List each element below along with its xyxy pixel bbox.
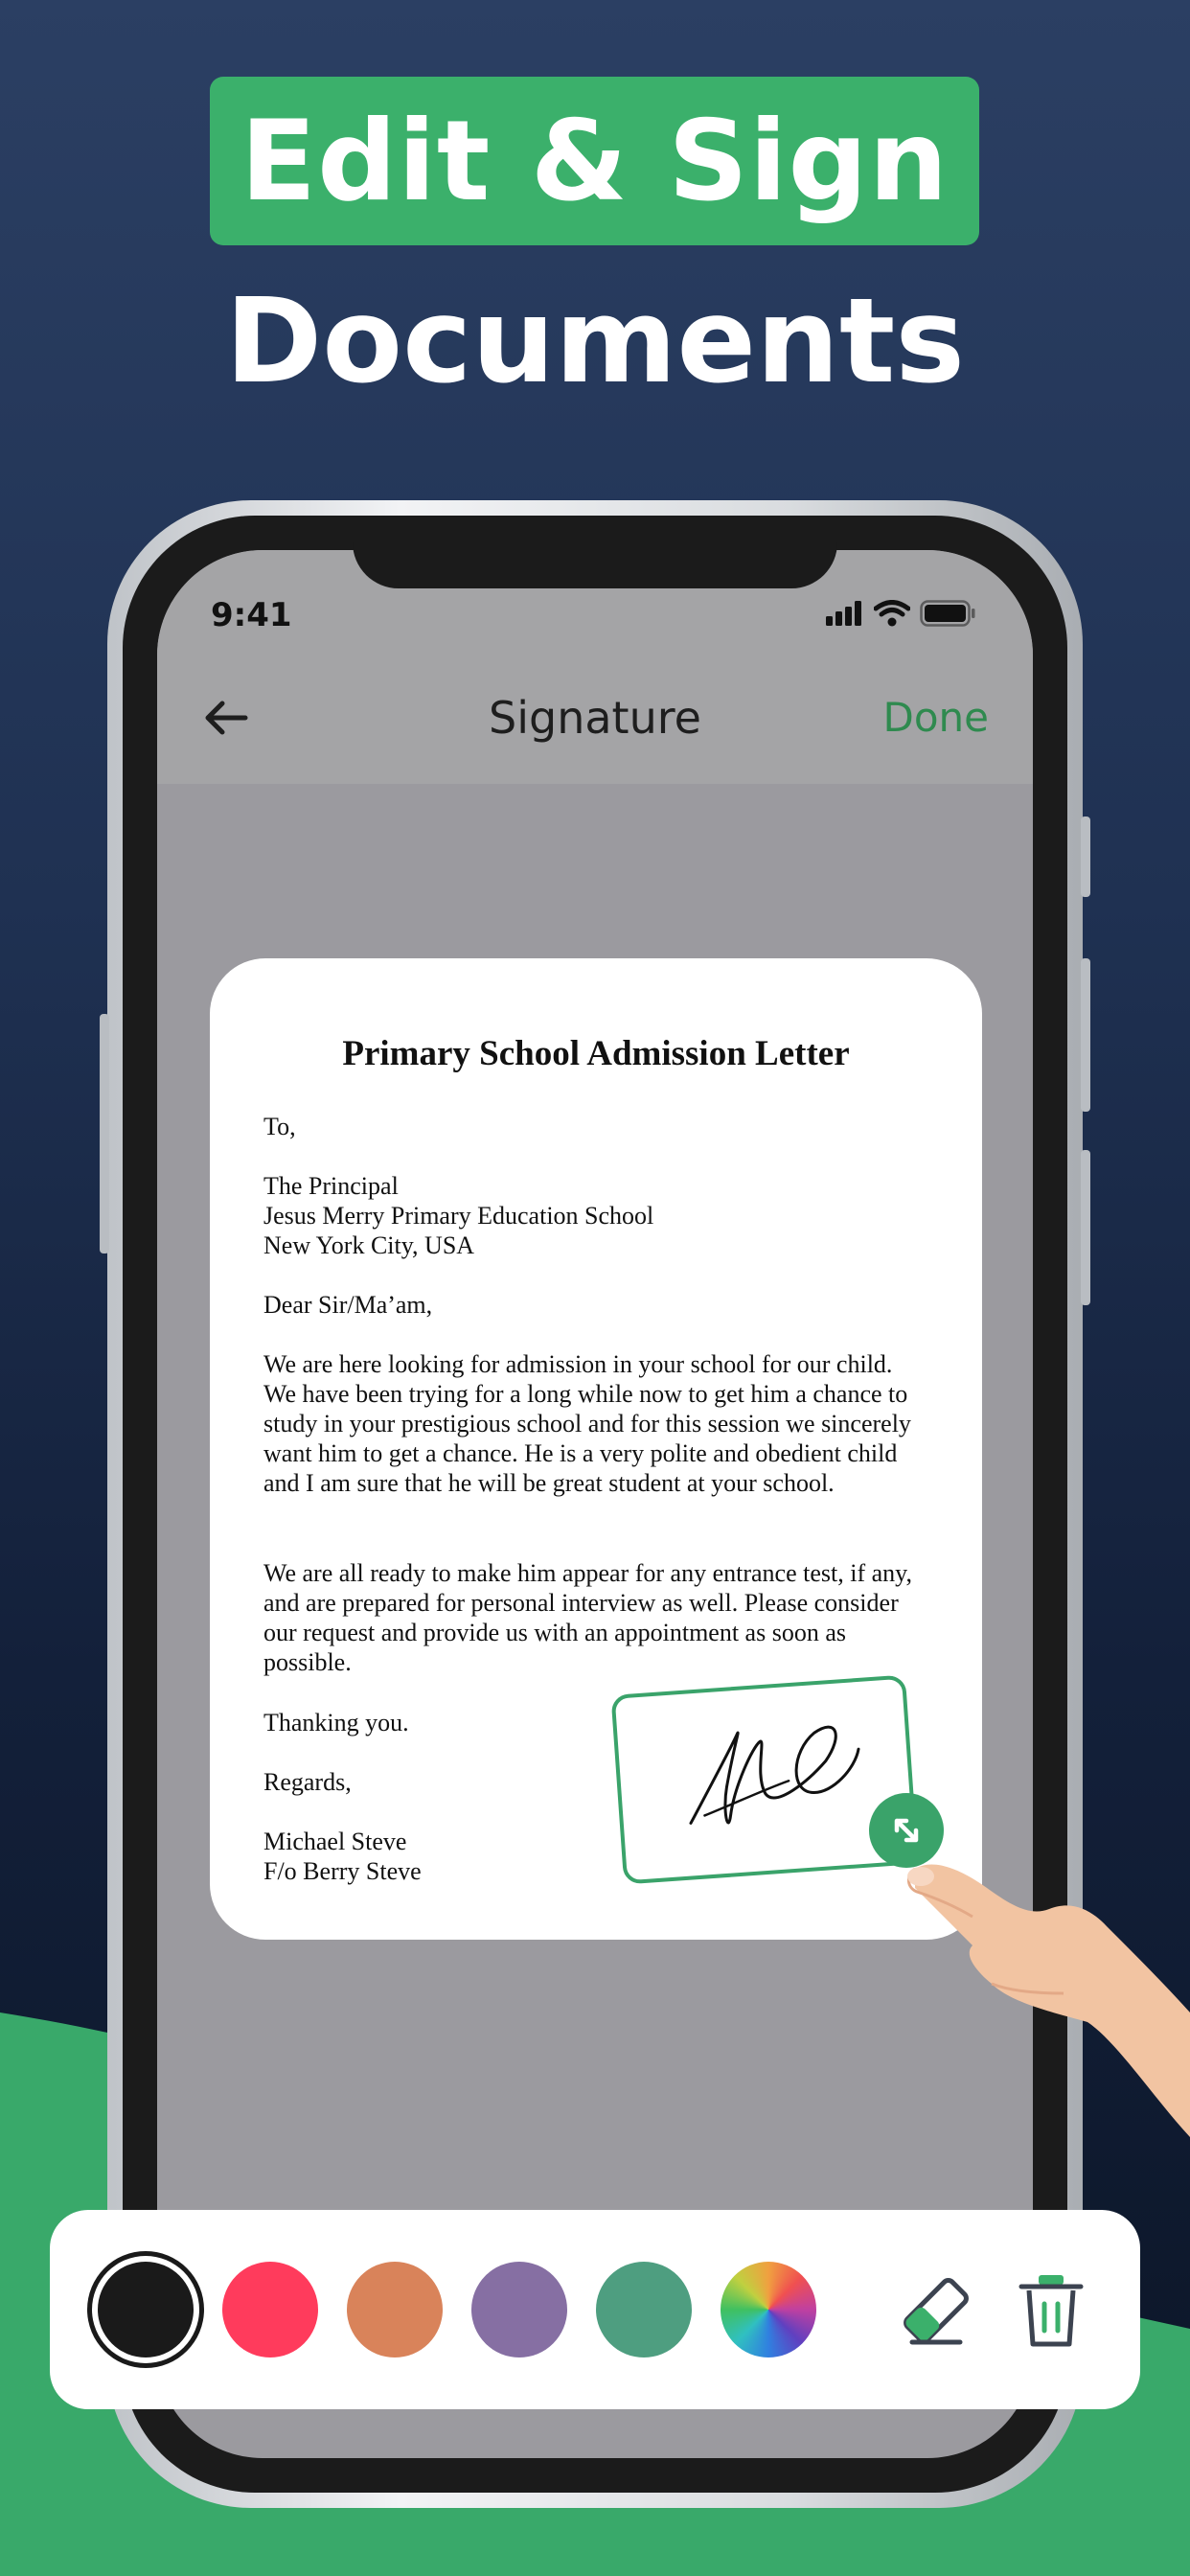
doc-paragraph-2: We are all ready to make him appear for any entrance test, if any, and are prepared for personal interview as well. Please consider our request and provide us with an appointment as soon as possible. [263,1559,912,1676]
doc-salutation-to: To, [263,1113,296,1140]
phone-volume-button [1081,958,1090,1112]
resize-arrows-icon [885,1809,927,1852]
pointing-hand-illustration [896,1850,1190,2137]
phone-side-button [100,1014,109,1254]
doc-thanks: Thanking you. [263,1709,409,1736]
phone-volume-button [1081,1150,1090,1305]
doc-address-line: The Principal [263,1172,399,1200]
document-page [210,958,982,1940]
signature-image [615,1679,915,1880]
doc-greeting: Dear Sir/Ma’am, [263,1291,433,1319]
color-swatch-black[interactable] [98,2262,194,2358]
doc-address-line: New York City, USA [263,1231,475,1259]
doc-regards: Regards, [263,1768,352,1796]
doc-signoff-line: F/o Berry Steve [263,1857,422,1885]
phone-volume-button [1081,816,1090,897]
status-time: 9:41 [211,596,292,634]
color-swatch-red[interactable] [222,2262,318,2358]
wifi-icon [874,600,910,627]
color-swatch-orange[interactable] [347,2262,443,2358]
eraser-icon [893,2267,979,2354]
document-title: Primary School Admission Letter [342,1034,850,1073]
status-icons [826,600,975,627]
doc-paragraph-1: We are here looking for admission in your school for our child. We have been trying for a long while now to get him a chance to study in your prestigious school and for this session we sincerely want him to get a chance. He is a very polite and obedient child and I am sure that he will be great student at your school. [263,1350,911,1497]
headline-line1: Edit & Sign [240,96,950,226]
headline-pill [210,77,979,245]
doc-address-line: Jesus Merry Primary Education School [263,1202,654,1230]
signature-box[interactable] [610,1674,918,1884]
trash-icon [1008,2267,1094,2354]
color-toolbar [50,2210,1140,2409]
done-button[interactable]: Done [882,694,989,741]
doc-signoff-line: Michael Steve [263,1828,407,1855]
delete-button[interactable] [1008,2267,1094,2354]
color-swatch-purple[interactable] [471,2262,567,2358]
phone-notch [353,537,837,588]
headline-line2: Documents [225,273,965,409]
screen-title: Signature [489,692,701,744]
signal-icon [826,601,864,626]
color-swatch-teal[interactable] [596,2262,692,2358]
color-wheel-picker[interactable] [721,2262,816,2358]
eraser-button[interactable] [893,2267,979,2354]
battery-icon [920,600,975,627]
